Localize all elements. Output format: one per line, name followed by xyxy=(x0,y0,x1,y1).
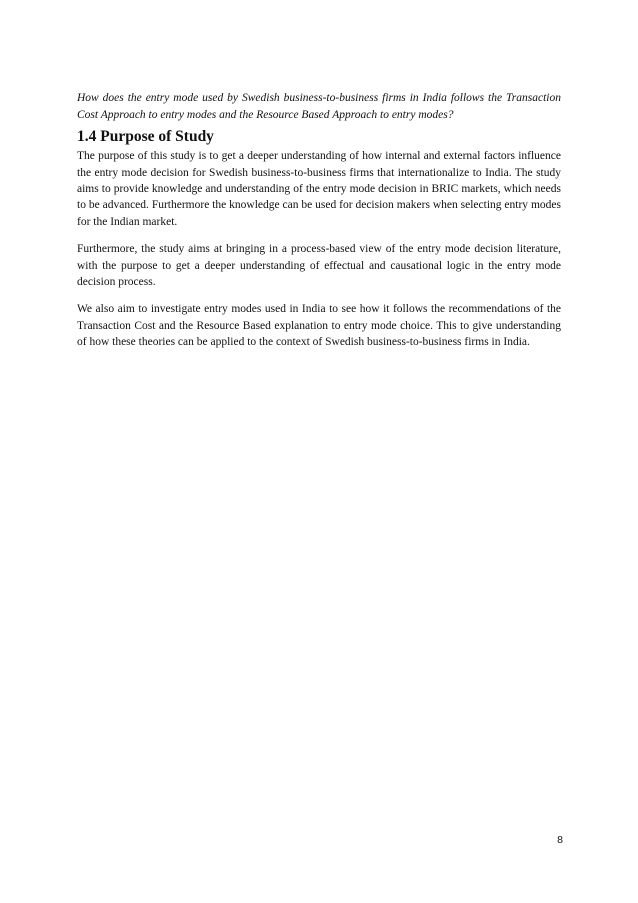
page-number: 8 xyxy=(557,834,563,846)
paragraph-process-view: Furthermore, the study aims at bringing in a process-based view of the entry mode decision literature, with the purpose to get a deeper understanding of effectual and causational logic in the entry mode decision process. xyxy=(77,243,561,289)
document-page xyxy=(77,90,561,362)
paragraph-purpose: The purpose of this study is to get a deeper understanding of how internal and external factors influence the entry mode decision for Swedish business-to-business firms that internationalize to India. The study aims to provide knowledge and understanding of the entry mode decision in BRIC markets, which needs to be advanced. Furthermore the knowledge can be used for decision makers when selecting entry modes for the Indian market. xyxy=(77,150,561,228)
paragraph-investigation: We also aim to investigate entry modes used in India to see how it follows the recommendations of the Transaction Cost and the Resource Based explanation to entry mode choice. This to give understanding of how these theories can be applied to the context of Swedish business-to-business firms in India. xyxy=(77,303,561,349)
section-heading: 1.4 Purpose of Study xyxy=(77,128,214,146)
research-question: How does the entry mode used by Swedish business-to-business firms in India follows the Transaction Cost Approach to entry modes and the Resource Based Approach to entry modes? xyxy=(77,92,561,121)
